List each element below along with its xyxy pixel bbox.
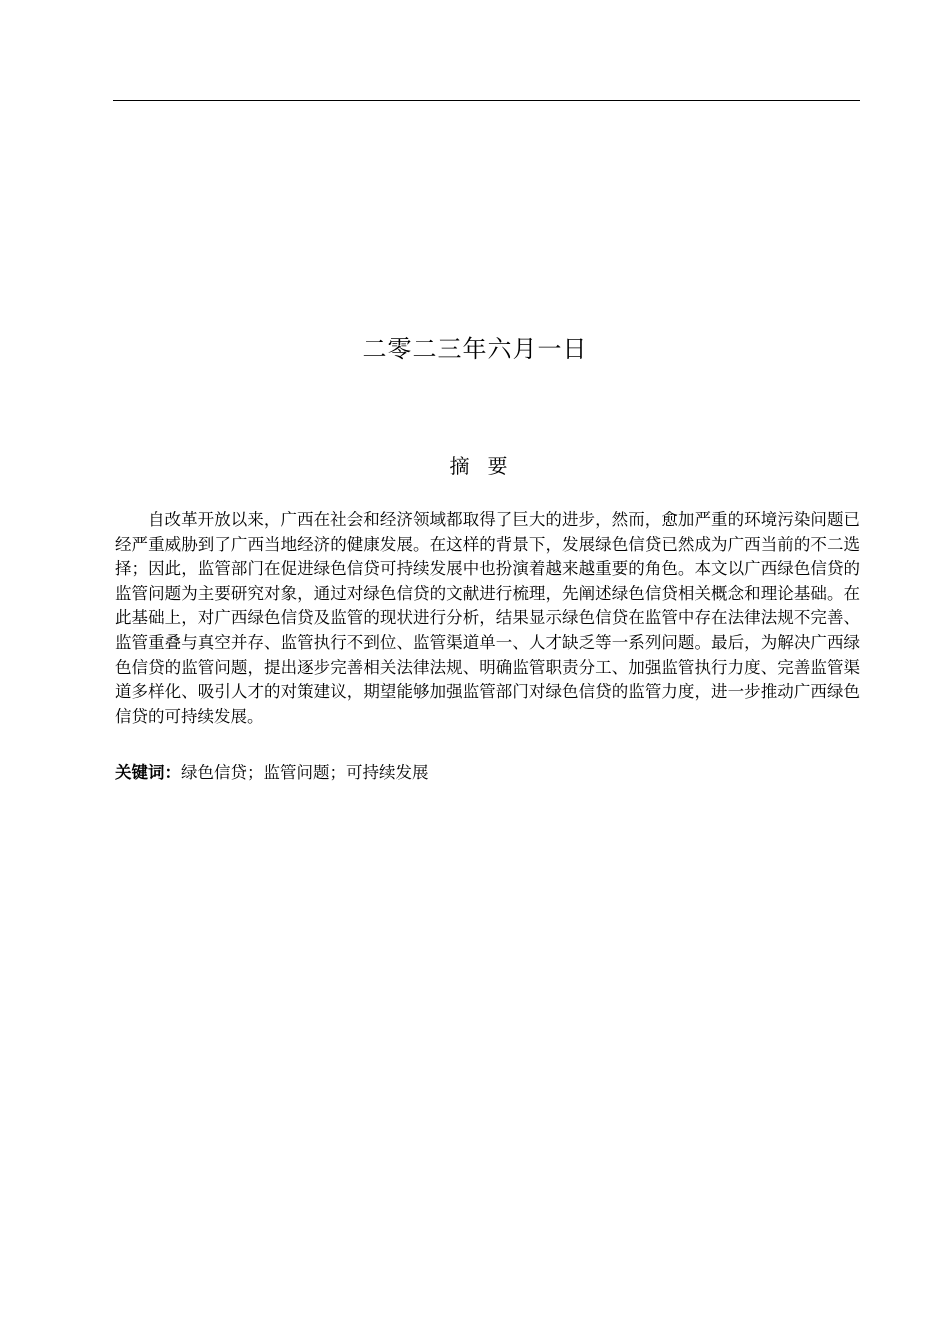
keywords-value: 绿色信贷；监管问题；可持续发展	[181, 763, 429, 782]
keywords-line	[115, 761, 860, 785]
document-date: 二零二三年六月一日	[362, 335, 588, 363]
header-rule	[113, 100, 860, 101]
keywords-label: 关键词：	[115, 763, 181, 782]
abstract-body: 自改革开放以来，广西在社会和经济领域都取得了巨大的进步，然而，愈加严重的环境污染问题已经严重威胁到了广西当地经济的健康发展。在这样的背景下，发展绿色信贷已然成为广西当前的不二选择；因此，监管部门在促进绿色信贷可持续发展中也扮演着越来越重要的角色。本文以广西绿色信贷的监管问题为主要研究对象，通过对绿色信贷的文献进行梳理，先阐述绿色信贷相关概念和理论基础。在此基础上，对广西绿色信贷及监管的现状进行分析，结果显示绿色信贷在监管中存在法律法规不完善、监管重叠与真空并存、监管执行不到位、监管渠道单一、人才缺乏等一系列问题。最后，为解决广西绿色信贷的监管问题，提出逐步完善相关法律法规、明确监管职责分工、加强监管执行力度、完善监管渠道多样化、吸引人才的对策建议，期望能够加强监管部门对绿色信贷的监管力度，进一步推动广西绿色信贷的可持续发展。	[115, 510, 860, 726]
abstract-heading: 摘要	[449, 454, 526, 478]
